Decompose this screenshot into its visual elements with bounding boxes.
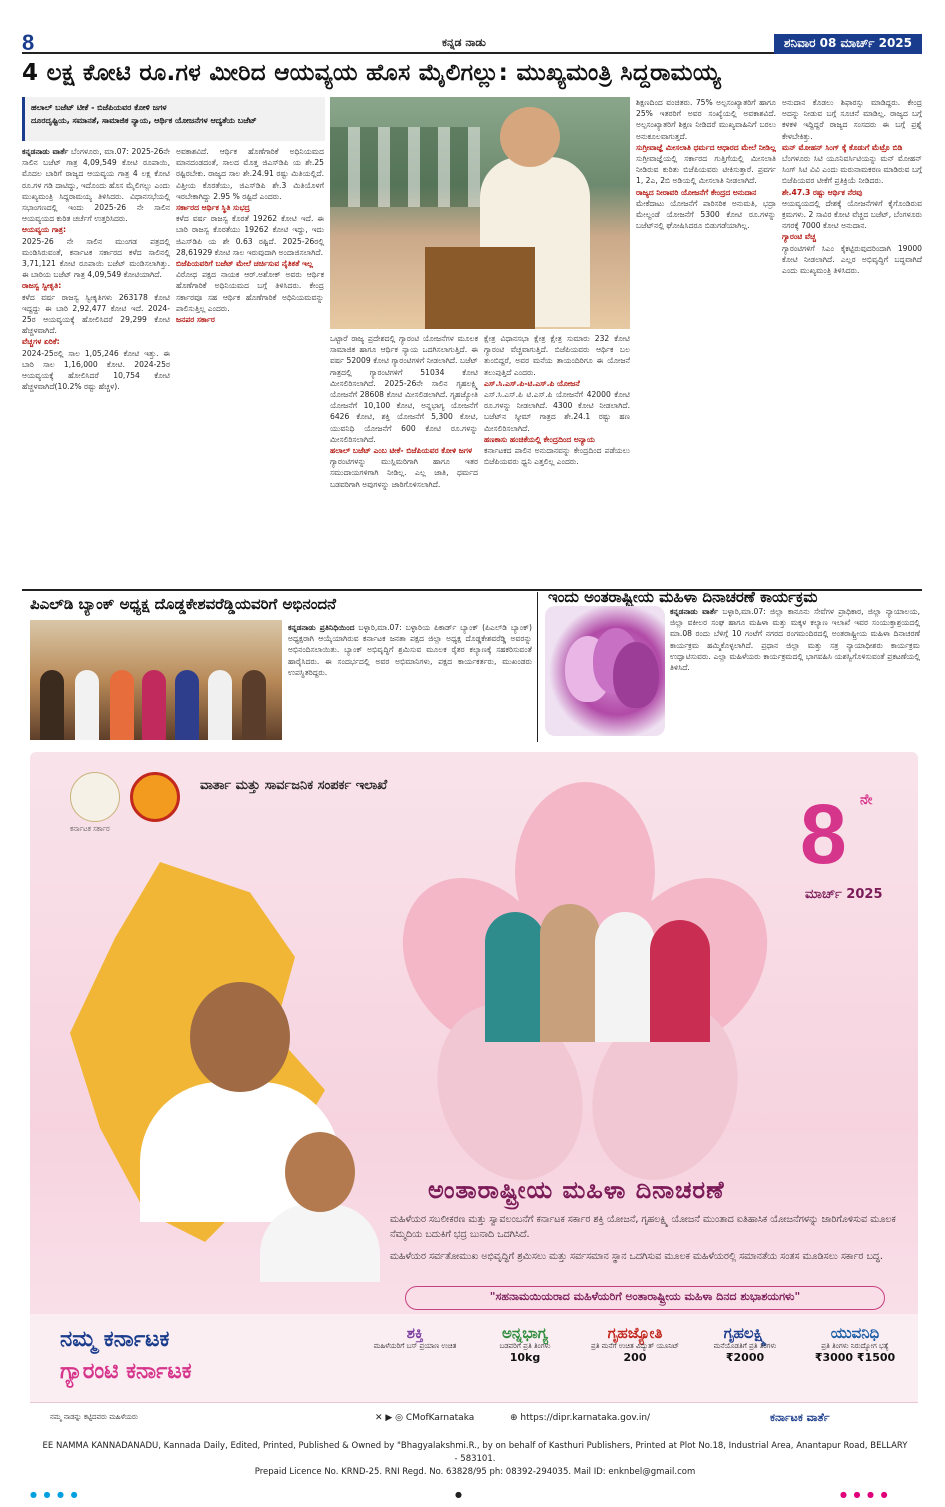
women-group: [485, 902, 715, 1042]
scheme-amount: 200: [623, 1351, 647, 1364]
lead-text: ಕಳೆದ ವರ್ಷ ರಾಜಸ್ವ ಸ್ವೀಕೃತಿಗಳು 263178 ಕೋಟಿ ಇದ್ದದ್ದು ಈ ಬಾರಿ 2,92,477 ಕೋಟಿ ಇದೆ. 2024-25ರ ಆಯವ್ಯಯಕ್ಕೆ ಹೋಲಿಸಿದರೆ 29,299 ಕೋಟಿ ಹೆಚ್ಚಳವಾಗಿದೆ.: [22, 292, 170, 336]
lead-column-2: [176, 146, 324, 586]
advert-title: ಅಂತಾರಾಷ್ಟ್ರೀಯ ಮಹಿಳಾ ದಿನಾಚರಣೆ: [428, 1176, 725, 1204]
scheme-note: ಮಹಿಳೆಯರಿಗೆ ಬಸ್ ಪ್ರಯಾಣ ಉಚಿತ: [373, 1342, 457, 1350]
subhead: ಆಯವ್ಯಯ ಗಾತ್ರ:: [22, 225, 67, 235]
scheme-note: ಮನೆಯೊಡತಿಗೆ ಪ್ರತಿ ತಿಂಗಳು: [713, 1342, 777, 1350]
scheme-amount: 10kg: [509, 1351, 541, 1364]
x-icon: ✕ ▶ ◎: [375, 1413, 406, 1423]
scheme-gruhalakshmi: [700, 1324, 790, 1399]
subhead: ರಾಜಸ್ವ ಸ್ವೀಕೃತಿ:: [22, 281, 62, 291]
lead-text: ಗ್ಯಾರಂಟಿಗಳಿಗೆ ಸಿಎಂ ಕೈಕಟ್ಟಿರುವುದರಿಂದಾಗಿ 19000 ಕೋಟಿ ನೀಡಲಾಗಿದೆ. ಎಲ್ಲರ ಅಭಿವೃದ್ಧಿಗೆ ಬದ್ಧವಾಗಿದೆ ಎಂದು ಮುಖ್ಯಮಂತ್ರಿ ತಿಳಿಸಿದರು.: [782, 243, 922, 276]
subhead: ಸರ್ಕಾರದ ಆರ್ಥಿಕ ಸ್ಥಿತಿ ಸುಭದ್ರ: [176, 203, 250, 213]
scheme-shakti: [370, 1324, 460, 1399]
lead-text: ಮೇಕೆದಾಟು ಯೋಜನೆಗೆ ಪಾರಿಸರಿಕ ಅನುಮತಿ, ಭದ್ರಾ ಮೇಲ್ದಂಡೆ ಯೋಜನೆಗೆ 5300 ಕೋಟಿ ರೂ.ಗಳನ್ನು ಬಜೆಟ್‌ನಲ್ಲಿ ಘೋಷಿಸಿದರೂ ಬಿಡುಗಡೆಯಾಗಿಲ್ಲ.: [636, 198, 776, 231]
lead-dateline: ಕನ್ನಡನಾಡು ವಾರ್ತೆ: [22, 147, 69, 156]
dcm-portrait: [260, 1132, 380, 1282]
lead-text: ಅನುದಾನ ಕೊಡಲು ಶಿಫಾರಸ್ಸು ಮಾಡಿದ್ದರು. ಕೇಂದ್ರ ಅದನ್ನು ನೀಡುವ ಬಗ್ಗೆ ಸೂಚನೆ ಮಾಡಿಲ್ಲ. ರಾಜ್ಯದ ಬಗ್ಗೆ ಕಳಕಳಿ ಇದ್ದಿದ್ದರೆ ರಾಜ್ಯದ ಸಂಸದರು ಈ ಬಗ್ಗೆ ಪ್ರಶ್ನೆ ಕೇಳಬೇಕಿತ್ತು.: [782, 98, 922, 141]
scheme-name: ಗೃಹಲಕ್ಷ್ಮಿ: [723, 1324, 767, 1342]
date-box: ಶನಿವಾರ 08 ಮಾರ್ಚ್ 2025: [774, 34, 922, 54]
assembly-photo: [330, 97, 630, 329]
tagline-1: ನಮ್ಮ ಕರ್ನಾಟಕ: [60, 1327, 170, 1352]
deck-line-1: ಹಲಾಲ್ ಬಜೆಟ್ ಟೀಕೆ - ಬಿಜೆಪಿಯವರ ಕೋಳಿ ಜಗಳ: [31, 103, 167, 112]
lead-column-5: [636, 97, 776, 586]
lead-column-6: [782, 97, 922, 586]
subhead: ಮನ್ ಮೋಹನ್ ಸಿಂಗ್ ಕ್ಕೆ ಕೊಡುಗೆ ಮೆಟ್ರೊ ಬಿಡಿ: [782, 142, 903, 152]
advert-body: [390, 1212, 910, 1271]
lead-text: ಬೆಂಗಳೂರು ಸಿಟಿ ಯೂನಿವರ್ಸಿಟಿಯನ್ನು ಮನ್ ಮೋಹನ್ ಸಿಂಗ್ ಸಿಟಿ ವಿವಿ ಎಂದು ಮರುನಾಮಕರಣ ಮಾಡಿರುವ ಬಗ್ಗೆ ಬಿಜೆಪಿಯವರ ಟೀಕೆಗೆ ಪ್ರತಿಕ್ರಿಯೆ ನೀಡಿದರು.: [782, 154, 922, 186]
lead-text: 2024-25ರಲ್ಲಿ ಸಾಲ 1,05,246 ಕೋಟಿ ಇತ್ತು. ಈ ಬಾರಿ ಸಾಲ 1,16,000 ಕೋಟಿ. 2024-25ರ ಆಯವ್ಯಯಕ್ಕೆ ಹೋಲಿಸಿದರೆ 10,754 ಕೋಟಿ ಹೆಚ್ಚಳವಾಗಿದೆ(10.2% ರಷ್ಟು ಹೆಚ್ಚಳ).: [22, 348, 170, 392]
lead-text: 2025-26 ನೇ ಸಾಲಿನ ಮುಂಗಡ ಪತ್ರದಲ್ಲಿ ಮಂಡಿಸಿರುವಂತೆ, ಕರ್ನಾಟಕ ಸರ್ಕಾರದ ಕಳೆದ ಸಾಲಿನಲ್ಲಿ 3,71,121 ಕೋಟಿ ರೂಪಾಯಿ ಬಜೆಟ್ ಮಂಡಿಸಲಾಗಿತ್ತು. ಈ ಬಾರಿಯ ಬಜೆಟ್ ಗಾತ್ರ 4,09,549 ಕೋಟಿಯಾಗಿದೆ.: [22, 236, 170, 280]
pld-photo: [30, 620, 282, 740]
advert-greeting: "ಸಹನಾಮಯಿಯರಾದ ಮಹಿಳೆಯರಿಗೆ ಅಂತಾರಾಷ್ಟ್ರೀಯ ಮಹಿಳಾ ದಿನದ ಶುಭಾಶಯಗಳು": [405, 1286, 885, 1310]
lead-headline: 4 ಲಕ್ಷ ಕೋಟಿ ರೂ.ಗಳ ಮೀರಿದ ಆಯವ್ಯಯ ಹೊಸ ಮೈಲಿಗಲ್ಲು: ಮುಖ್ಯಮಂತ್ರಿ ಸಿದ್ದರಾಮಯ್ಯ: [22, 60, 721, 86]
lead-text: ಅವಕಾಶವಿದೆ. ಆರ್ಥಿಕ ಹೊಣೆಗಾರಿಕೆ ಅಧಿನಿಯಮದ ಮಾನದಂಡದಂತೆ, ಸಾಲದ ಮೊತ್ತ ಜಿಎಸ್‌ಡಿಪಿ ಯ ಶೇ.25 ರಷ್ಟಿರಬೇಕು. ರಾಜ್ಯದ ಸಾಲ ಶೇ.24.91 ರಷ್ಟು ಮಿತಿಯಲ್ಲಿದೆ. ವಿತ್ತೀಯ ಕೊರತೆಯು, ಜಿಎಸ್‌ಡಿಪಿ ಶೇ.3 ಮಿತಿಯೊಳಗೆ ಇರಬೇಕಾಗಿದ್ದು 2.95 % ರಷ್ಟಿದೆ ಎಂದರು.: [176, 147, 324, 201]
subhead: ಹಣಕಾಸು ಹಂಚಿಕೆಯಲ್ಲಿ ಕೇಂದ್ರದಿಂದ ಅನ್ಯಾಯ: [484, 434, 595, 444]
scheme-name: ಅನ್ನಭಾಗ್ಯ: [502, 1324, 548, 1342]
wd-event-story: [670, 606, 920, 741]
lead-text: ವಿರೋಧ ಪಕ್ಷದ ನಾಯಕ ಆರ್.ಅಶೋಕ್ ಅವರು ಆರ್ಥಿಕ ಹೊಣೆಗಾರಿಕೆ ಅಧಿನಿಯಮದ ಬಗ್ಗೆ ತಿಳಿಸಿದರು. ಕೇಂದ್ರ ಸರ್ಕಾರವೂ ಸಹ ಆರ್ಥಿಕ ಹೊಣೆಗಾರಿಕೆ ಅಧಿನಿಯಮವನ್ನು ಪಾಲಿಸುತ್ತಿಲ್ಲ ಎಂದರು.: [176, 270, 324, 313]
imprint-line-1: EE NAMMA KANNADANADU, Kannada Daily, Edited, Printed, Published & Owned by "Bhagyalakshmi.R., by on behalf of Kasthuri Publishers, Printed at Plot No.18, Industrial Area, Anantapur Road, BELLARY - 583101.: [42, 1441, 908, 1464]
wd-text: ಬಳ್ಳಾರಿ,ಮಾ.07: ಜಿಲ್ಲಾ ಕಾನೂನು ಸೇವೆಗಳ ಪ್ರಾಧಿಕಾರ, ಜಿಲ್ಲಾ ನ್ಯಾಯಾಲಯ, ಜಿಲ್ಲಾ ವಕೀಲರ ಸಂಘ ಹಾಗೂ ಮಹಿಳಾ ಮತ್ತು ಮಕ್ಕಳ ಕಲ್ಯಾಣ ಇಲಾಖೆ ಇವರ ಸಂಯುಕ್ತಾಶ್ರಯದಲ್ಲಿ ಮಾ.08 ರಂದು ಬೆಳಿಗ್ಗೆ 10 ಗಂಟೆಗೆ ನಗರದ ರಂಗಮಂದಿರದಲ್ಲಿ ಅಂತರಾಷ್ಟ್ರೀಯ ಮಹಿಳಾ ದಿನಾಚರಣೆ ಕಾರ್ಯಕ್ರಮ ಹಮ್ಮಿಕೊಳ್ಳಲಾಗಿದೆ. ಪ್ರಧಾನ ಜಿಲ್ಲಾ ಮತ್ತು ಸತ್ರ ನ್ಯಾಯಾಧೀಶರು ಕಾರ್ಯಕ್ರಮ ಉದ್ಘಾಟಿಸುವರು. ಎಲ್ಲಾ ಮಹಿಳೆಯರು ಕಾರ್ಯಕ್ರಮದಲ್ಲಿ ಭಾಗವಹಿಸಿ ಯಶಸ್ವಿಗೊಳಿಸುವಂತೆ ಪ್ರಕಟಣೆಯಲ್ಲಿ ತಿಳಿಸಿದೆ.: [670, 607, 920, 673]
lead-text: ಗ್ಯಾರಂಟಿಗಳನ್ನು ಮುಸ್ಲಿಮರಿಗಾಗಿ ಹಾಗೂ ಇತರ ಸಮುದಾಯಗಳಿಗಾಗಿ ನೀಡಿಲ್ಲ. ಎಲ್ಲ ಜಾತಿ, ಧರ್ಮದ ಬಡವರಿಗಾಗಿ ಅವುಗಳನ್ನು ಜಾರಿಗೊಳಿಸಲಾಗಿದೆ.: [330, 457, 478, 489]
registration-marks: ● ● ● ●: [840, 1490, 890, 1499]
lead-text: ಬೆಂಗಳೂರು, ಮಾ.07: 2025-26ನೇ ಸಾಲಿನ ಬಜೆಟ್ ಗಾತ್ರ 4,09,549 ಕೋಟಿ ರೂಪಾಯಿ, ಮೊದಲ ಬಾರಿಗೆ ರಾಜ್ಯದ ಆಯವ್ಯಯ ಗಾತ್ರ 4 ಲಕ್ಷ ಕೋಟಿ ರೂ.ಗಳ ಗಡಿ ದಾಟಿದ್ದು, ಇದೊಂದು ಹೊಸ ಮೈಲಿಗಲ್ಲು ಎಂದು ಮುಖ್ಯಮಂತ್ರಿ ಸಿದ್ದರಾಮಯ್ಯ ತಿಳಿಸಿದರು. ವಿಧಾನಸಭೆಯಲ್ಲಿ ಸಭಾಂಗಣದಲ್ಲಿ ಇಂದು 2025-26 ನೇ ಸಾಲಿನ ಆಯವ್ಯಯದ ಕುರಿತ ಚರ್ಚೆಗೆ ಉತ್ತರಿಸಿದರು.: [22, 147, 170, 224]
scheme-amount: ₹3000 ₹1500: [814, 1351, 896, 1364]
scheme-amount: ₹2000: [725, 1351, 765, 1364]
pld-text: ಬಳ್ಳಾರಿ,ಮಾ.07: ಬಳ್ಳಾರಿಯ ಪಿಕಾರ್ಡ್ ಬ್ಯಾಂಕ್ (ಪಿಎಲ್‌ಡಿ ಬ್ಯಾಂಕ್) ಅಧ್ಯಕ್ಷರಾಗಿ ಆಯ್ಕೆಯಾಗಿರುವ ಕರ್ನಾಟಕ ಜನತಾ ಪಕ್ಷದ ಜಿಲ್ಲಾ ಅಧ್ಯಕ್ಷ ದೊಡ್ಡಕೇಶವರೆಡ್ಡಿ ಅವರನ್ನು ಅಭಿನಂದಿಸಲಾಯಿತು. ಬ್ಯಾಂಕ್ ಅಭಿವೃದ್ಧಿಗೆ ಶ್ರಮಿಸುವ ಮೂಲಕ ರೈತರ ಕಲ್ಯಾಣಕ್ಕೆ ಸಹಕರಿಸುವಂತೆ ಹಾರೈಸಿದರು. ಈ ಸಂದರ್ಭದಲ್ಲಿ ಅವರ ಅಭಿಮಾನಿಗಳು, ಪಕ್ಷದ ಕಾರ್ಯಕರ್ತರು, ಮುಖಂಡರು ಉಪಸ್ಥಿತರಿದ್ದರು.: [288, 623, 532, 677]
advert-footer: [30, 1402, 918, 1434]
paper-name: ಕನ್ನಡ ನಾಡು: [442, 36, 486, 49]
subhead: ಬಿಜೆಪಿಯವರಿಗೆ ಬಜೆಟ್ ಮೇಲೆ ಚರ್ಚಿಸುವ ನೈತಿಕತೆ ಇಲ್ಲ: [176, 259, 313, 269]
wd-event-headline: ಇಂದು ಅಂತರಾಷ್ಟ್ರೀಯ ಮಹಿಳಾ ದಿನಾಚರಣೆ ಕಾರ್ಯಕ್ರಮ: [548, 588, 818, 606]
lead-text: ಆಯವ್ಯಯದಲ್ಲಿ ದೇಶಕ್ಕೆ ಯೋಜನೆಗಳಿಗೆ ಕೈಗೊಂಡಿರುವ ಕ್ರಮಗಳು. 2 ಸಾವಿರ ಕೋಟಿ ವೆಚ್ಚದ ಬಜೆಟ್, ಬೆಂಗಳೂರು ನಗರಕ್ಕೆ 7000 ಕೋಟಿ ಅನುದಾನ.: [782, 198, 922, 231]
scheme-note: ಪ್ರತಿ ತಿಂಗಳು ನಿರುದ್ಯೋಗ ಭತ್ಯೆ: [821, 1342, 889, 1350]
lead-column-3: [330, 333, 478, 586]
brand-mark: ಕರ್ನಾಟಕ ವಾರ್ತೆ: [770, 1411, 830, 1424]
subhead: ಗ್ಯಾರಂಟಿ ವೆಚ್ಚ: [782, 232, 816, 242]
globe-icon: ⊕: [510, 1413, 521, 1423]
footer-note: ನಮ್ಮ ನಾಡನ್ನು ಕಟ್ಟಿದವರು ಮಹಿಳೆಯರು: [50, 1413, 138, 1421]
pld-headline: ಪಿಎಲ್‌ಡಿ ಬ್ಯಾಂಕ್ ಅಧ್ಯಕ್ಷ ದೊಡ್ಡಕೇಶವರೆಡ್ಡಿಯವರಿಗೆ ಅಭಿನಂದನೆ: [30, 595, 337, 613]
emblem-caption: ಕರ್ನಾಟಕ ಸರ್ಕಾರ: [70, 825, 110, 833]
march-date: ಮಾರ್ಚ್ 2025: [805, 887, 883, 902]
registration-marks: ● ● ● ●: [30, 1490, 80, 1499]
social-text: CMofKarnataka: [405, 1413, 475, 1423]
pld-dateline: ಕನ್ನಡನಾಡು ಪ್ರತಿನಿಧಿಯಿಂದ: [288, 623, 355, 632]
tagline-2: ಗ್ಯಾರಂಟಿ ಕರ್ನಾಟಕ: [60, 1359, 192, 1384]
lead-column-1: [22, 146, 170, 586]
subhead: ಜನಪರ ಸರ್ಕಾರ: [176, 315, 215, 325]
scheme-note: ಪ್ರತಿ ಮನೆಗೆ ಉಚಿತ ವಿದ್ಯುತ್ ಯೂನಿಟ್: [590, 1342, 680, 1350]
state-logo-icon: [130, 772, 180, 822]
advert-body-1: ಮಹಿಳೆಯರ ಸಬಲೀಕರಣ ಮತ್ತು ಸ್ವಾವಲಂಬನೆಗೆ ಕರ್ನಾಟಕ ಸರ್ಕಾರ ಶಕ್ತಿ ಯೋಜನೆ, ಗೃಹಲಕ್ಷ್ಮಿ ಯೋಜನೆ ಮುಂತಾದ ಐತಿಹಾಸಿಕ ಯೋಜನೆಗಳನ್ನು ಜಾರಿಗೊಳಿಸುವ ಮೂಲಕ ನೆಮ್ಮದಿಯ ಬದುಕಿಗೆ ಭದ್ರ ಬುನಾದಿ ಒದಗಿಸಿದೆ.: [390, 1214, 896, 1240]
imprint: [40, 1440, 910, 1479]
subhead: ಸುಗ್ರೀವಾಜ್ಞೆ ಮೀಸಲಾತಿ ಧರ್ಮದ ಆಧಾರದ ಮೇಲೆ ನೀಡಿಲ್ಲ: [636, 142, 776, 152]
scheme-gruhajyothi: [590, 1324, 680, 1399]
social-handle: [375, 1413, 474, 1423]
column-divider: [537, 592, 538, 742]
website-text: https://dipr.karnataka.gov.in/: [520, 1413, 651, 1423]
pld-story: [288, 622, 532, 742]
wd-dateline: ಕನ್ನಡನಾಡು ವಾರ್ತೆ: [670, 607, 719, 616]
scheme-name: ಗೃಹಜ್ಯೋತಿ: [607, 1324, 663, 1342]
subhead: ಎಸ್.ಸಿ.ಎಸ್.ಪಿ-ಟಿ.ಎಸ್.ಪಿ ಯೋಜನೆ: [484, 378, 580, 388]
lead-text: ಕಳೆದ ವರ್ಷ ರಾಜಸ್ವ ಕೊರತೆ 19262 ಕೋಟಿ ಇದೆ. ಈ ಬಾರಿ ರಾಜಸ್ವ ಕೊರತೆಯು 19262 ಕೋಟಿ ಇದ್ದು, ಇದು ಜಿಎಸ್‌ಡಿಪಿ ಯ ಶೇ 0.63 ರಷ್ಟಿದೆ. 2025-26ರಲ್ಲಿ 28,61929 ಕೋಟಿ ಸಾಲ ಇರುವುದಾಗಿ ಅಂದಾಜಿಸಲಾಗಿದೆ.: [176, 214, 324, 257]
scheme-annabhagya: [480, 1324, 570, 1399]
imprint-line-2: Prepaid Licence No. KRND-25. RNI Regd. No. 63828/95 ph: 08392-294035. Mail ID: enknbel@gmail.com: [254, 1467, 696, 1477]
womens-day-art: [545, 606, 665, 736]
subhead: ಹಲಾಲ್ ಬಜೆಟ್ ಎಂಬ ಟೀಕೆ- ಬಿಜೆಪಿಯವರ ಕೋಳಿ ಜಗಳ: [330, 446, 473, 456]
subhead: ರಾಜ್ಯದ ನೀರಾವರಿ ಯೋಜನೆಗೆ ಕೇಂದ್ರದ ಅನುದಾನ: [636, 187, 757, 197]
lead-deck: [22, 97, 325, 141]
subhead: ಶೇ.47.3 ರಷ್ಟು ಆರ್ಥಿಕ ನೆರವು: [782, 187, 863, 197]
lead-text: ಕರ್ನಾಟಕದ ಪಾಲಿನ ಅನುದಾನವನ್ನು ಕೇಂದ್ರದಿಂದ ಪಡೆಯಲು ಬಿಜೆಪಿಯವರು ಧ್ವನಿ ಎತ್ತಲಿಲ್ಲ ಎಂದರು.: [484, 446, 630, 467]
lead-text: ಒಟ್ಟಾರೆ ರಾಜ್ಯ ಪ್ರದೇಶದಲ್ಲಿ ಗ್ಯಾರಂಟಿ ಯೋಜನೆಗಳ ಮೂಲಕ ಸಾಮಾಜಿಕ ಹಾಗೂ ಆರ್ಥಿಕ ನ್ಯಾಯ ಒದಗಿಸಲಾಗುತ್ತಿದೆ. ಈ ವರ್ಷ 52009 ಕೋಟಿ ಗ್ಯಾರಂಟಿಗಳಿಗೆ ನೀಡಲಾಗಿದೆ. ಬಜೆಟ್ ಗಾತ್ರದಲ್ಲಿ ಗ್ಯಾರಂಟಿಗಳಿಗೆ 51034 ಕೋಟಿ ಮೀಸಲಿರಿಸಲಾಗಿದೆ. 2025-26ನೇ ಸಾಲಿನ ಗೃಹಲಕ್ಷ್ಮಿ ಯೋಜನೆಗೆ 28608 ಕೋಟಿ ಮೀಸಲಿಡಲಾಗಿದೆ. ಗೃಹಜ್ಯೋತಿ ಯೋಜನೆಗೆ 10,100 ಕೋಟಿ, ಅನ್ನಭಾಗ್ಯ ಯೋಜನೆಗೆ 6426 ಕೋಟಿ, ಶಕ್ತಿ ಯೋಜನೆಗೆ 5,300 ಕೋಟಿ, ಯುವನಿಧಿ ಯೋಜನೆಗೆ 600 ಕೋಟಿ ರೂ.ಗಳನ್ನು ಮೀಸಲಿರಿಸಲಾಗಿದೆ.: [330, 334, 478, 444]
womens-day-advert: [30, 752, 918, 1434]
masthead: [22, 30, 922, 55]
subhead: ವೆಚ್ಚಗಳ ಏರಿಕೆ:: [22, 337, 60, 347]
lead-text: ಸುಗ್ರೀವಾಜ್ಞೆಯಲ್ಲಿ ಸರ್ಕಾರದ ಗುತ್ತಿಗೆಯಲ್ಲಿ ಮೀಸಲಾತಿ ನೀಡಿರುವ ಕುರಿತು ಬಿಜೆಪಿಯವರು ಟೀಕಿಸುತ್ತಾರೆ. ಪ್ರವರ್ಗ 1, 2ಎ, 2ಬಿ ಅಡಿಯಲ್ಲಿ ಮೀಸಲಾತಿ ನೀಡಲಾಗಿದೆ.: [636, 154, 776, 186]
lead-text: ಎಸ್.ಸಿ.ಎಸ್.ಪಿ ಟಿ.ಎಸ್.ಪಿ ಯೋಜನೆಗೆ 42000 ಕೋಟಿ ರೂ.ಗಳನ್ನು ನೀಡಲಾಗಿದೆ. 4300 ಕೋಟಿ ನೀಡಲಾಗಿದೆ. ಬಜೆಟ್‌ನ ಸ್ಕೀಮ್ ಗಾತ್ರದ ಶೇ.24.1 ರಷ್ಟು ಹಣ ಮೀಸಲಿರಿಸಲಾಗಿದೆ.: [484, 390, 630, 433]
dept-name: ವಾರ್ತಾ ಮತ್ತು ಸಾರ್ವಜನಿಕ ಸಂಪರ್ಕ ಇಲಾಖೆ: [200, 778, 388, 793]
website-link: [510, 1413, 650, 1423]
govt-emblem-icon: [70, 772, 120, 822]
scheme-name: ಶಕ್ತಿ: [406, 1324, 424, 1342]
eighth-suffix: ನೇ: [860, 792, 873, 808]
lead-text: ಶಿಕ್ಷಣದಿಂದ ವಂಚಿತರು. 75% ಅಲ್ಪಸಂಖ್ಯಾತರಿಗೆ ಹಾಗೂ 25% ಇತರರಿಗೆ ಅವರ ಸಂಖ್ಯೆಯಲ್ಲಿ ಅವಕಾಶವಿದೆ. ಅಲ್ಪಸಂಖ್ಯಾತರಿಗೆ ಶಿಕ್ಷಣ ನೀಡಿದರೆ ಮುಖ್ಯವಾಹಿನಿಗೆ ಬರಲು ಅನುಕೂಲವಾಗುತ್ತದೆ.: [636, 98, 776, 141]
advert-body-2: ಮಹಿಳೆಯರ ಸರ್ವತೋಮುಖ ಅಭಿವೃದ್ಧಿಗೆ ಶ್ರಮಿಸಲು ಮತ್ತು ಸರ್ವಸಮಾನ ಸ್ಥಾನ ಒದಗಿಸುವ ಮೂಲಕ ಮಹಿಳೆಯರಲ್ಲಿ ಸಮಾನತೆಯ ಸಂತಸ ಮೂಡಿಸಲು ಸರ್ಕಾರ ಬದ್ಧ.: [390, 1251, 883, 1262]
eighth-numeral: 8: [800, 787, 847, 881]
lead-text: ಕ್ಷೇತ್ರ ವಿಧಾನಸಭಾ ಕ್ಷೇತ್ರ ಕ್ಷೇತ್ರ ಸುಮಾರು 232 ಕೋಟಿ ಗ್ಯಾರಂಟಿ ವೆಚ್ಚವಾಗುತ್ತಿದೆ. ಬಿಜೆಪಿಯವರು ಆರ್ಥಿಕ ಬಲ ತುಂಬಿದ್ದರೆ, ಅವರ ಮನೆಯ ತಾಯಂದಿರಿಗೂ ಈ ಯೋಜನೆ ತಲುಪುತ್ತಿದೆ ಎಂದರು.: [484, 334, 630, 377]
scheme-yuvanidhi: [810, 1324, 900, 1399]
scheme-name: ಯುವನಿಧಿ: [830, 1324, 880, 1342]
deck-line-2: ದೂರದೃಷ್ಟಿಯ, ಸಮಾನತೆ, ಸಾಮಾಜಿಕ ನ್ಯಾಯ, ಆರ್ಥಿಕ ಯೋಜನೆಗಳ ಆದ್ಯತೆಯ ಬಜೆಟ್: [31, 116, 257, 125]
scheme-note: ಬಡವರಿಗೆ ಪ್ರತಿ ತಿಂಗಳು: [499, 1342, 551, 1350]
registration-marks: ●: [455, 1490, 464, 1499]
page-number: 8: [22, 30, 35, 55]
lead-column-4: [484, 333, 630, 586]
